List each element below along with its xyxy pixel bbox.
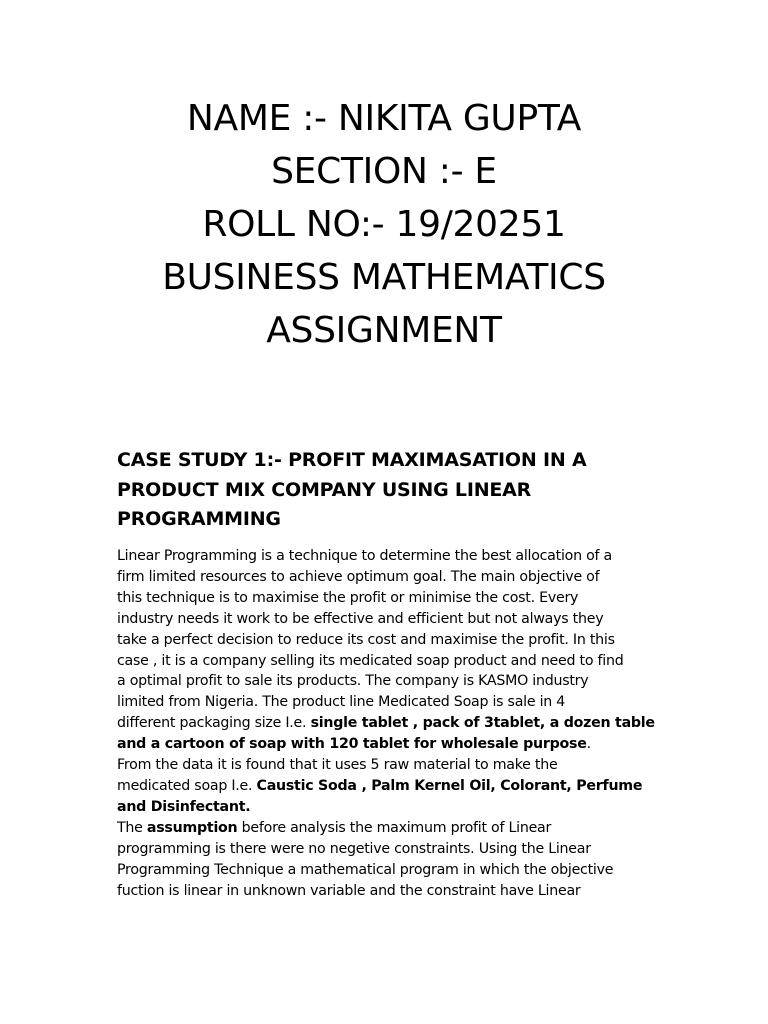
body-text-plain: The [117,819,147,836]
raw-materials-emphasis: and Disinfectant. [117,798,251,815]
assumption-emphasis: assumption [146,819,238,836]
body-text-plain: different packaging size I.e. [117,715,311,732]
body-line: programming is there were no negetive constraints. Using the Linear [117,840,591,857]
body-line: Programming Technique a mathematical program in which the objective [117,861,614,878]
case-study-heading-line: PROGRAMMING [117,508,281,530]
body-line [117,797,657,818]
student-name-line: NAME :- NIKITA GUPTA [186,98,582,139]
body-line: Linear Programming is a technique to determine the best allocation of a [117,548,612,564]
roll-number-line: ROLL NO:- 19/20251 [202,204,566,245]
case-study-heading-line: CASE STUDY 1:- PROFIT MAXIMASATION IN A [117,449,587,471]
section-line: SECTION :- E [271,151,497,192]
body-line: industry needs it work to be effective and efficient but not always they [117,610,604,627]
title-block [0,92,768,357]
body-line: From the data it is found that it uses 5 raw material to make the [117,757,558,774]
body-line: take a perfect decision to reduce its cost and maximise the profit. In this [117,631,615,648]
body-paragraph [117,546,657,901]
packaging-sizes-emphasis: single tablet , pack of 3tablet, a dozen table [310,715,655,732]
subject-line: BUSINESS MATHEMATICS [162,257,606,298]
case-study-heading-line: PRODUCT MIX COMPANY USING LINEAR [117,478,532,501]
case-study-heading [117,446,647,535]
body-line [117,713,657,734]
body-line: fuction is linear in unknown variable and the constraint have Linear [117,882,581,899]
body-line [117,734,657,755]
body-text-plain: medicated soap I.e. [117,777,257,794]
assignment-line: ASSIGNMENT [266,310,502,351]
packaging-sizes-emphasis: and a cartoon of soap with 120 tablet for wholesale purpose [117,736,587,753]
body-text-plain: . [586,736,591,753]
raw-materials-emphasis: Caustic Soda , Palm Kernel Oil, Colorant, Perfume [256,777,643,794]
body-text-plain: before analysis the maximum profit of Linear [237,819,552,836]
body-line: a optimal profit to sale its products. The company is KASMO industry [117,673,589,690]
body-line: this technique is to maximise the profit or minimise the cost. Every [117,589,579,606]
body-line [117,818,657,839]
body-line: firm limited resources to achieve optimum goal. The main objective of [117,568,600,585]
body-line [117,776,657,797]
body-line: case , it is a company selling its medicated soap product and need to find [117,652,624,669]
body-line: limited from Nigeria. The product line Medicated Soap is sale in 4 [117,694,566,711]
